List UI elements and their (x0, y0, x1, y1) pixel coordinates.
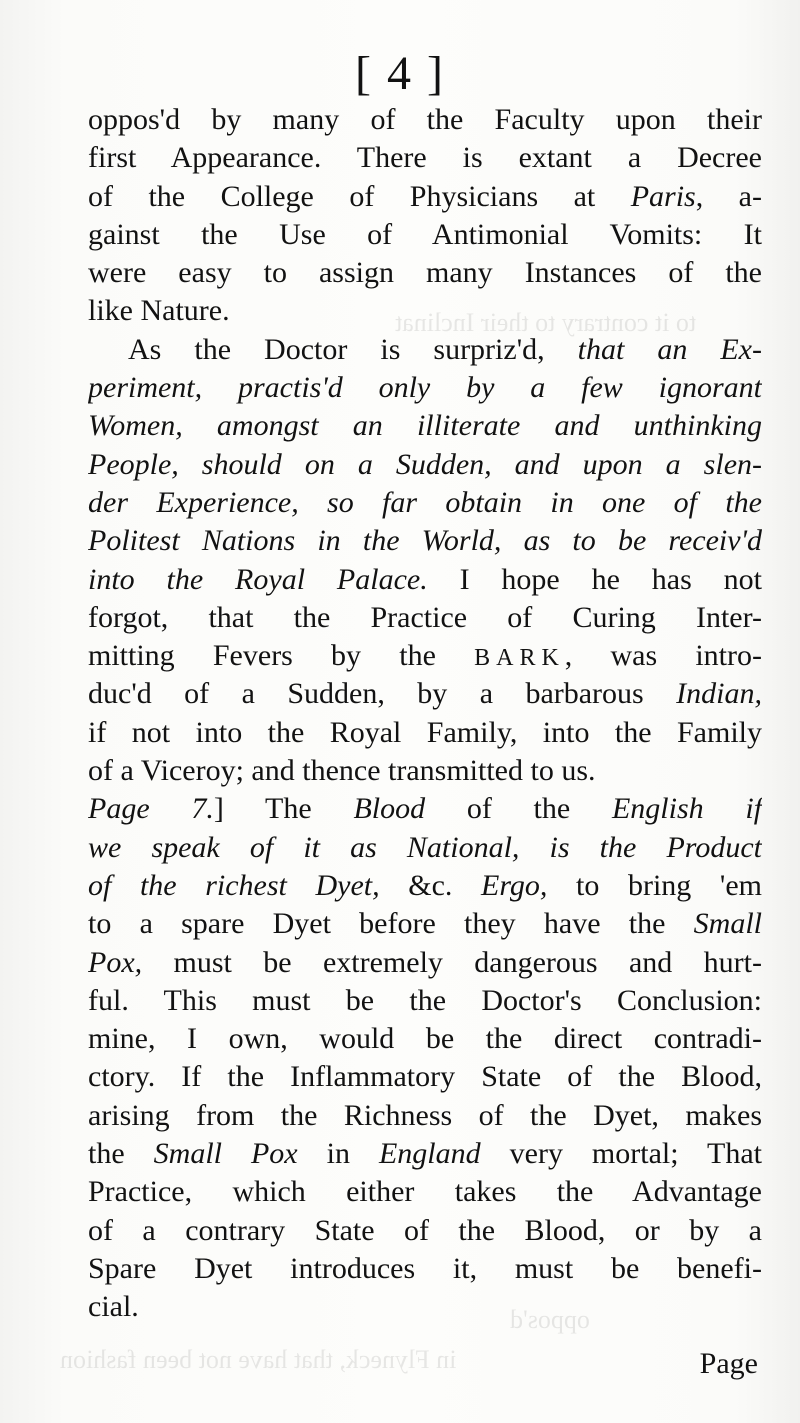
italic-text: Paris (630, 179, 696, 213)
text-line (88, 1020, 762, 1058)
text-line (88, 522, 762, 560)
italic-text: Women, amongst an illiterate and unthinking (88, 409, 762, 443)
text-segment: &c. (379, 868, 482, 902)
body-text (88, 101, 762, 1327)
italic-text: People, should on a Sudden, and upon a slen- (88, 447, 762, 481)
text-segment: of the (425, 792, 612, 826)
text-segment: Practice, which either takes the Advantage (88, 1175, 762, 1209)
text-line (88, 905, 762, 943)
text-line (88, 292, 762, 330)
text-segment: cial. (88, 1290, 139, 1324)
italic-text: Politest Nations in the World, as to be receiv'd (88, 524, 762, 558)
text-segment: duc'd of a Sudden, by a barbarous (88, 677, 677, 711)
text-line (88, 829, 762, 867)
show-through-text: oppos'd (510, 1305, 590, 1334)
italic-text: into the Royal Palace. (88, 562, 428, 596)
text-line (88, 216, 762, 254)
text-segment: to a spare Dyet before they have the (88, 907, 694, 941)
text-line (88, 1058, 762, 1096)
italic-text: Ergo, (481, 868, 548, 902)
text-segment: oppos'd by many of the Faculty upon their (88, 103, 762, 136)
text-segment: of the College of Physicians at (88, 179, 631, 213)
italic-text: Page 7. (88, 792, 214, 826)
text-segment: if not into the Royal Family, into the Family (88, 715, 762, 749)
text-segment: I hope he has not (427, 562, 762, 596)
italic-text: Indian, (676, 677, 762, 711)
text-segment: As the Doctor is surpriz'd, (128, 332, 578, 366)
text-line (88, 484, 762, 522)
italic-text: Pox, (88, 945, 143, 979)
text-line (88, 254, 762, 292)
text-line (88, 1135, 762, 1173)
text-line (88, 101, 762, 139)
show-through-text: to it contrary to their Inclinat (395, 308, 697, 337)
text-line (88, 139, 762, 177)
text-segment: very mortal; That (480, 1137, 762, 1171)
text-segment: were easy to assign many Instances of the (88, 256, 762, 290)
italic-text: Blood (353, 792, 426, 826)
text-line (88, 599, 762, 637)
text-segment: , was intro- (564, 639, 762, 673)
text-line (88, 407, 762, 445)
text-line (88, 637, 762, 675)
text-segment: in (297, 1137, 379, 1171)
text-segment: first Appearance. There is extant a Decree (88, 141, 762, 175)
italic-text: England (378, 1137, 481, 1171)
text-line (88, 675, 762, 713)
text-line (88, 1212, 762, 1250)
show-through-text: in Flyneck, that have not been fashion (60, 1345, 457, 1374)
catchword: Page (699, 1347, 758, 1380)
text-segment: must be extremely dangerous and hurt- (142, 945, 762, 979)
text-segment: Spare Dyet introduces it, must be benefi- (88, 1251, 762, 1285)
text-segment: arising from the Richness of the Dyet, makes (88, 1098, 762, 1132)
italic-text: Small (693, 907, 762, 941)
text-line (88, 1173, 762, 1211)
text-segment: the (88, 1137, 154, 1171)
text-segment: forgot, that the Practice of Curing Inter- (88, 600, 762, 634)
text-line (88, 331, 762, 369)
text-line (88, 714, 762, 752)
text-line (88, 1250, 762, 1288)
italic-text: Small Pox (153, 1137, 298, 1171)
italic-text: der Experience, so far obtain in one of the (88, 485, 762, 519)
text-segment: of a Viceroy; and thence transmitted to us. (88, 754, 596, 788)
italic-text: of the richest Dyet, (88, 868, 380, 902)
text-segment: ctory. If the Inflammatory State of the Blood, (88, 1060, 762, 1094)
italic-text: that an Ex- (577, 332, 762, 366)
text-segment: ] The (213, 792, 354, 826)
text-line (88, 944, 762, 982)
text-line (88, 1097, 762, 1135)
text-line (88, 1288, 762, 1326)
italic-text: English if (611, 792, 762, 826)
text-segment: gainst the Use of Antimonial Vomits: It (88, 217, 762, 251)
text-line (88, 369, 762, 407)
text-segment: mine, I own, would be the direct contradi- (88, 1022, 762, 1056)
text-segment: of a contrary State of the Blood, or by a (88, 1213, 762, 1247)
text-segment: ful. This must be the Doctor's Conclusion: (88, 983, 762, 1017)
text-line (88, 178, 762, 216)
text-segment: like Nature. (88, 294, 230, 328)
italic-text: we speak of it as National, is the Product (88, 830, 762, 864)
text-line (88, 790, 762, 828)
text-line (88, 446, 762, 484)
page-number: [ 4 ] (355, 47, 445, 100)
italic-text: periment, practis'd only by a few ignorant (88, 371, 762, 405)
text-line (88, 867, 762, 905)
text-line (88, 982, 762, 1020)
text-segment: mitting Fevers by the (88, 639, 475, 673)
text-segment: , a- (695, 179, 762, 213)
text-line (88, 752, 762, 790)
text-segment: BARK (474, 645, 565, 672)
text-line (88, 561, 762, 599)
text-segment: to bring 'em (547, 868, 762, 902)
